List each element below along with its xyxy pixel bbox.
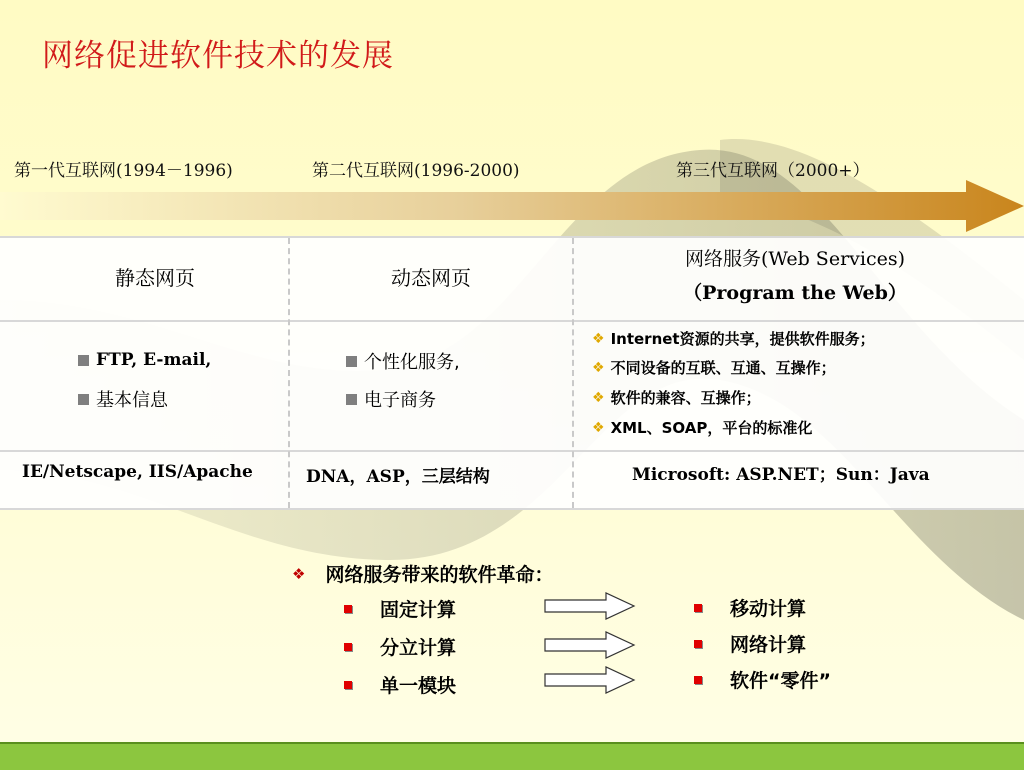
- red-square-bullet-icon: [694, 604, 702, 612]
- square-bullet-icon: [78, 355, 89, 366]
- technology-gen1: IE/Netscape, IIS/Apache: [22, 462, 253, 482]
- revolution-from-item: 分立计算: [344, 633, 456, 660]
- category-program-the-web: （Program the Web）: [683, 282, 907, 304]
- generation-1-label: 第一代互联网(1994－1996): [14, 161, 233, 181]
- transform-arrow-icon: [544, 592, 636, 620]
- revolution-from-item: 固定计算: [344, 595, 456, 622]
- generation-3-label: 第三代互联网（2000+）: [676, 161, 870, 181]
- feature-item: FTP, E-mail,: [78, 350, 211, 370]
- diamond-bullet-icon: ❖: [592, 419, 605, 436]
- web-service-feature: ❖ 软件的兼容、互操作；: [592, 389, 761, 407]
- red-square-bullet-icon: [344, 681, 352, 689]
- transform-arrow-icon: [544, 631, 636, 659]
- column-divider-1: [288, 238, 290, 508]
- table-divider-1: [0, 320, 1024, 322]
- slide-title: 网络促进软件技术的发展: [42, 38, 394, 74]
- footer-bar: [0, 742, 1024, 770]
- technology-gen3: Microsoft: ASP.NET；Sun：Java: [632, 465, 930, 485]
- diamond-bullet-icon: ❖: [592, 330, 605, 347]
- revolution-to-item: 移动计算: [694, 594, 806, 621]
- square-bullet-icon: [346, 394, 357, 405]
- category-web-services: 网络服务(Web Services): [684, 248, 906, 270]
- web-service-feature: ❖ Internet资源的共享，提供软件服务；: [592, 330, 875, 348]
- revolution-from-item: 单一模块: [344, 671, 456, 698]
- red-square-bullet-icon: [694, 640, 702, 648]
- technology-gen2: DNA，ASP，三层结构: [306, 467, 490, 487]
- revolution-to-item: 网络计算: [694, 630, 806, 657]
- square-bullet-icon: [78, 394, 89, 405]
- red-square-bullet-icon: [694, 676, 702, 684]
- diamond-bullet-icon: ❖: [592, 359, 605, 376]
- revolution-heading: ❖ 网络服务带来的软件革命：: [292, 564, 554, 586]
- feature-item: 电子商务: [346, 386, 436, 412]
- table-top-border: [0, 236, 1024, 238]
- table-bottom-border: [0, 508, 1024, 510]
- generation-2-label: 第二代互联网(1996-2000): [312, 161, 520, 181]
- web-service-feature: ❖ 不同设备的互联、互通、互操作；: [592, 359, 836, 377]
- category-dynamic-pages: 动态网页: [391, 266, 471, 290]
- red-square-bullet-icon: [344, 605, 352, 613]
- diamond-bullet-icon: ❖: [292, 564, 306, 583]
- square-bullet-icon: [346, 356, 357, 367]
- diamond-bullet-icon: ❖: [592, 389, 605, 406]
- feature-item: 个性化服务,: [346, 348, 460, 374]
- web-service-feature: ❖ XML、SOAP，平台的标准化: [592, 419, 813, 437]
- revolution-to-item: 软件“零件”: [694, 666, 831, 693]
- feature-item: 基本信息: [78, 386, 168, 412]
- column-divider-2: [572, 238, 574, 508]
- red-square-bullet-icon: [344, 643, 352, 651]
- transform-arrow-icon: [544, 666, 636, 694]
- table-divider-2: [0, 450, 1024, 452]
- timeline-arrow: [0, 178, 1024, 234]
- category-static-pages: 静态网页: [115, 266, 195, 290]
